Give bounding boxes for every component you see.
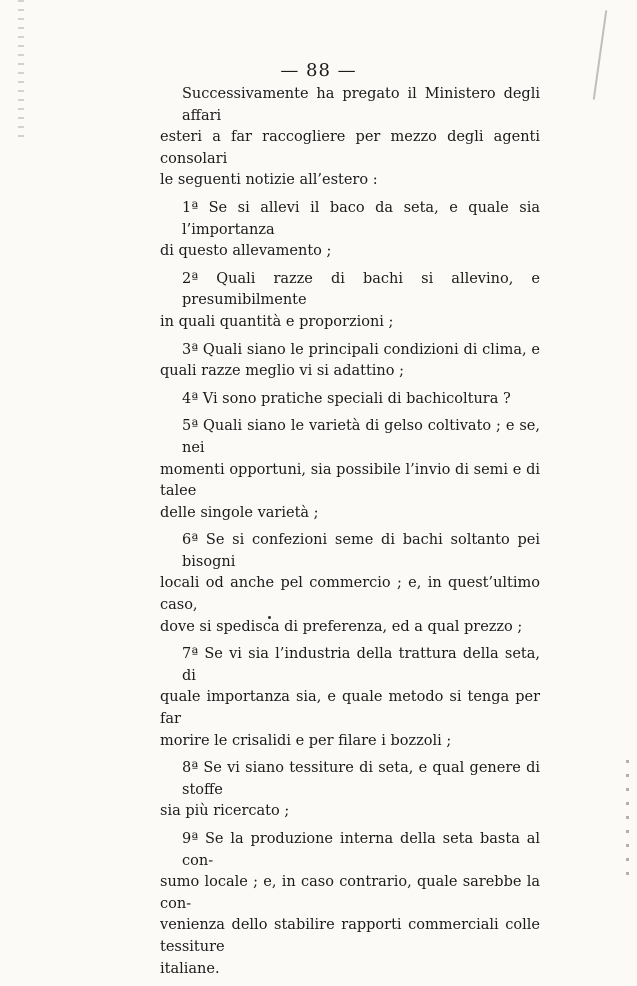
text-line: morire le crisalidi e per filare i bozzoli ; [160, 732, 452, 749]
text-line: locali od anche pel commercio ; e, in quest’ultimo caso, [160, 575, 540, 614]
text-line: italiane. [160, 960, 220, 977]
text-line: 4ª Vi sono pratiche speciali di bachicoltura ? [182, 390, 511, 407]
text-line: 1ª Se si allevi il baco da seta, e quale sia l’importanza [182, 199, 540, 238]
paragraph [160, 416, 540, 524]
text-line: quali razze meglio vi si adattino ; [160, 363, 404, 380]
paragraph [160, 530, 540, 638]
text-line: 8ª Se vi siano tessiture di seta, e qual genere di stoffe [182, 760, 540, 798]
text-line: 5ª Quali siano le varietà di gelso coltivato ; e se, nei [182, 418, 540, 456]
paragraph [160, 829, 540, 980]
text-line: 2ª Quali razze di bachi si allevino, e presumibilmente [182, 270, 540, 309]
text-line: dove si spedisca di preferenza, ed a qual prezzo ; [160, 618, 523, 635]
text-line: 3ª Quali siano le principali condizioni di clima, e [182, 341, 540, 358]
paragraph [160, 389, 540, 411]
text-line: le seguenti notizie all’estero : [160, 172, 378, 189]
ink-speck [268, 616, 271, 619]
text-line: 6ª Se si confezioni seme di bachi soltanto pei bisogni [182, 532, 540, 570]
paragraph [160, 340, 540, 383]
scan-edge-mark-right [626, 760, 629, 880]
text-line: di questo allevamento ; [160, 243, 332, 260]
text-line: sia più ricercato ; [160, 803, 290, 820]
page-number: — 88 — [280, 60, 357, 81]
text-line: in quali quantità e proporzioni ; [160, 313, 394, 330]
text-line: delle singole varietà ; [160, 504, 319, 521]
text-line: esteri a far raccogliere per mezzo degli agenti consolari [160, 129, 540, 167]
text-line: quale importanza sia, e quale metodo si tenga per far [160, 689, 540, 728]
text-line: sumo locale ; e, in caso contrario, quale sarebbe la con- [160, 874, 540, 912]
paragraph [160, 269, 540, 334]
paragraph [160, 758, 540, 823]
text-line: 9ª Se la produzione interna della seta basta al con- [182, 831, 540, 869]
paragraph [160, 198, 540, 263]
text-line: venienza dello stabilire rapporti commerciali colle tessiture [160, 917, 540, 955]
paragraph [160, 644, 540, 752]
body-text [160, 84, 540, 986]
scan-edge-mark-top-right [593, 10, 608, 99]
paragraph [160, 84, 540, 192]
text-line: Successivamente ha pregato il Ministero degli affari [182, 86, 540, 124]
text-line: momenti opportuni, sia possibile l’invio di semi e di talee [160, 461, 540, 500]
text-line: 7ª Se vi sia l’industria della trattura della seta, di [182, 646, 540, 684]
